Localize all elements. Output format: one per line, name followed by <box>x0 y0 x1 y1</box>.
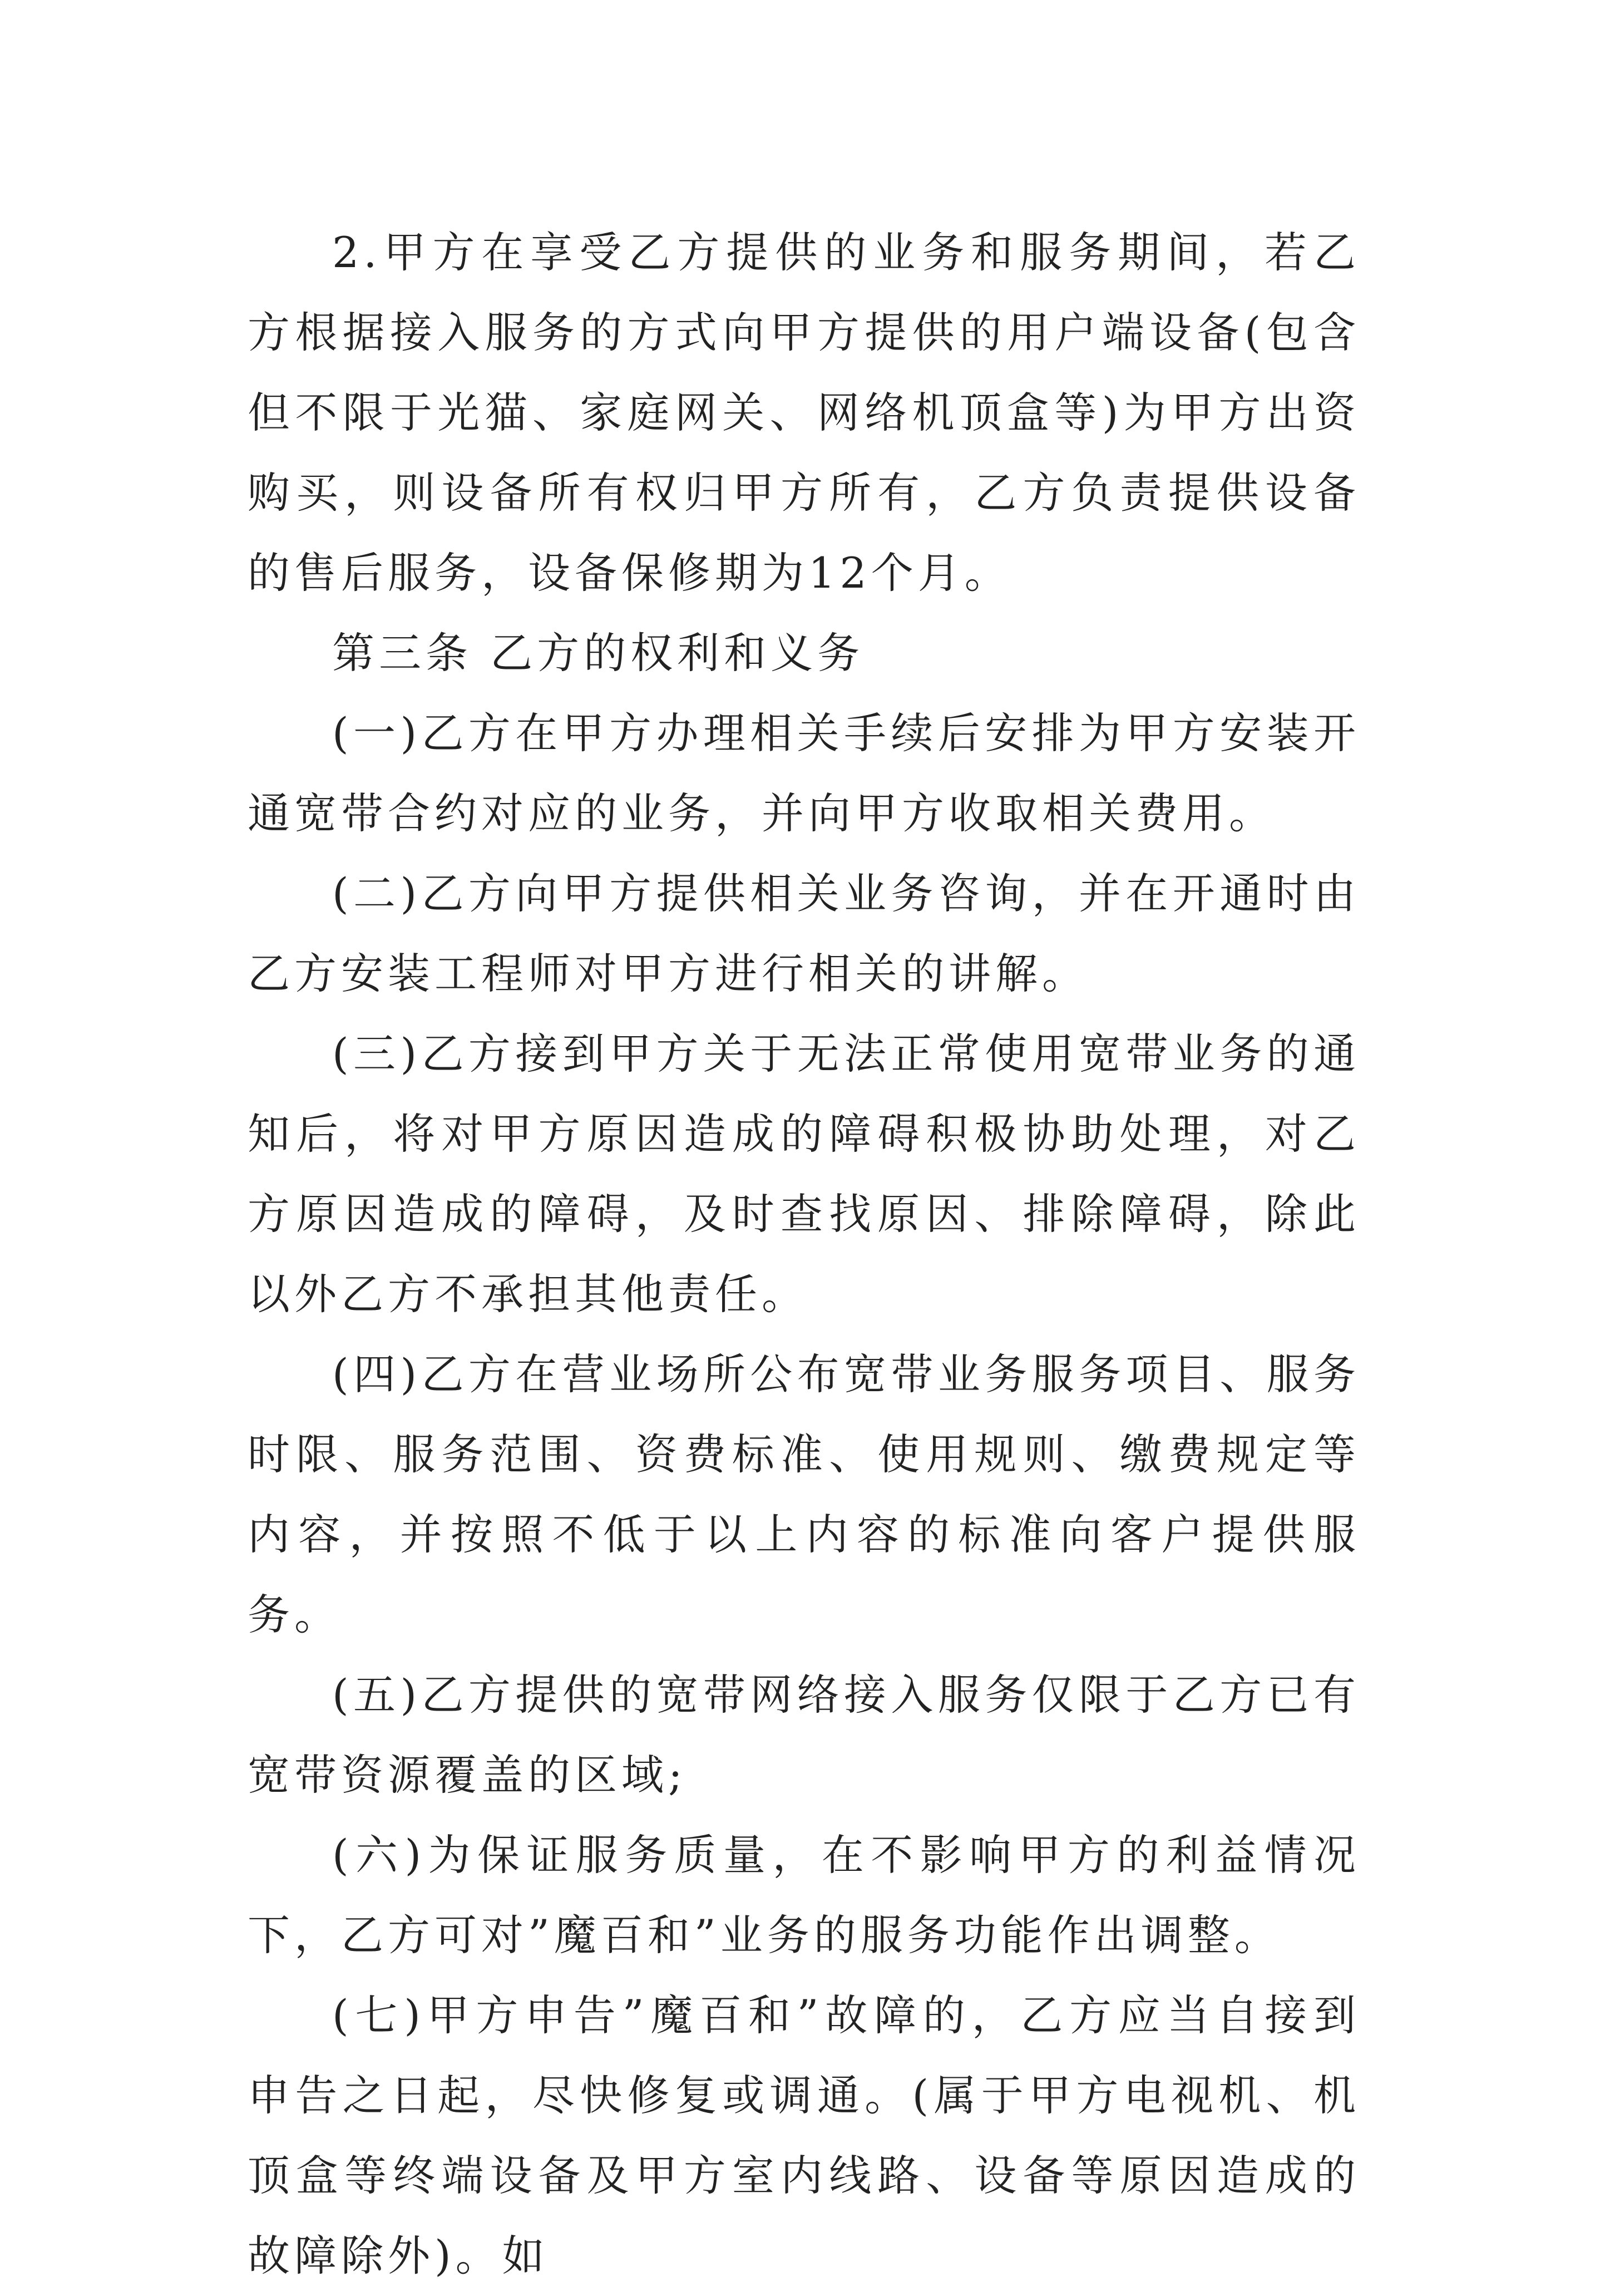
section-heading-article-three: 第三条 乙方的权利和义务 <box>332 628 865 678</box>
paragraph-item-6: (六)为保证服务质量，在不影响甲方的利益情况下，乙方可对”魔百和”业务的服务功能作出调整。 <box>248 1830 1360 1960</box>
paragraph-item-2: (二)乙方向甲方提供相关业务咨询，并在开通时由乙方安装工程师对甲方进行相关的讲解。 <box>248 869 1360 998</box>
paragraph-equipment-ownership: 2.甲方在享受乙方提供的业务和服务期间，若乙方根据接入服务的方式向甲方提供的用户端设备(包含但不限于光猫、家庭网关、网络机顶盒等)为甲方出资购买，则设备所有权归甲方所有，乙方负责提供设备的售后服务，设备保修期为12个月。 <box>248 228 1360 598</box>
paragraph-item-3: (三)乙方接到甲方关于无法正常使用宽带业务的通知后，将对甲方原因造成的障碍积极协助处理，对乙方原因造成的障碍，及时查找原因、排除障碍，除此以外乙方不承担其他责任。 <box>248 1029 1360 1319</box>
document-body <box>248 213 1360 2296</box>
paragraph-item-1: (一)乙方在甲方办理相关手续后安排为甲方安装开通宽带合约对应的业务，并向甲方收取相关费用。 <box>248 708 1360 838</box>
paragraph-item-5: (五)乙方提供的宽带网络接入服务仅限于乙方已有宽带资源覆盖的区域; <box>248 1670 1360 1800</box>
paragraph-item-7: (七)甲方申告”魔百和”故障的，乙方应当自接到申告之日起，尽快修复或调通。(属于甲方电视机、机顶盒等终端设备及甲方室内线路、设备等原因造成的故障除外)。如 <box>248 1990 1360 2280</box>
paragraph-item-4: (四)乙方在营业场所公布宽带业务服务项目、服务时限、服务范围、资费标准、使用规则、缴费规定等内容，并按照不低于以上内容的标准向客户提供服务。 <box>248 1349 1360 1639</box>
